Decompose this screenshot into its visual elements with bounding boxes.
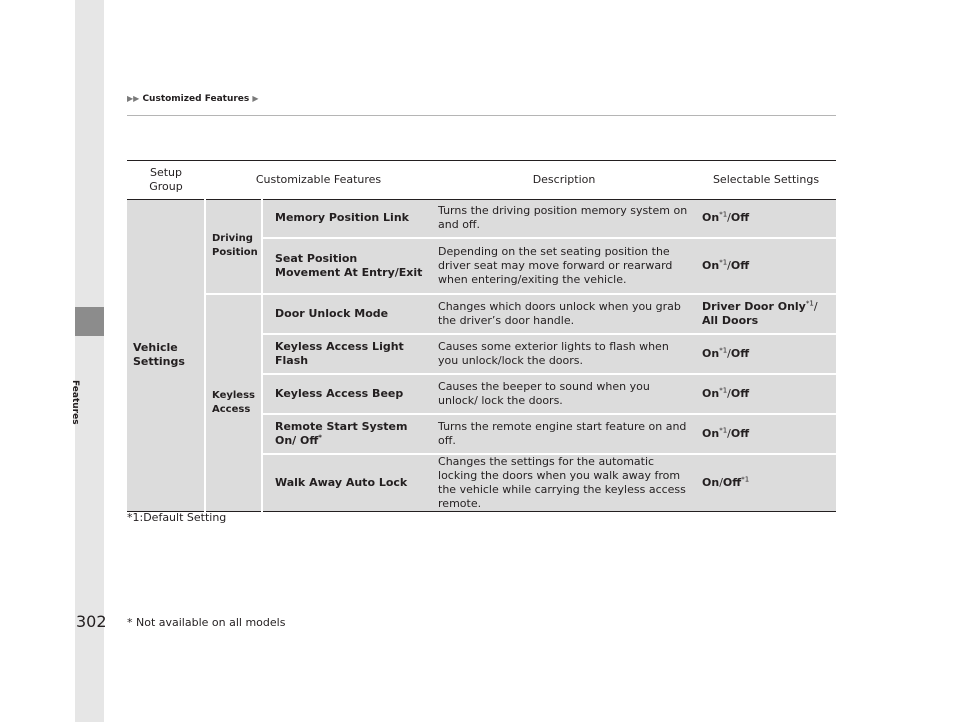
feature-name: Memory Position Link [262, 200, 432, 238]
table-row [127, 200, 836, 238]
feature-name: Keyless Access Beep [262, 374, 432, 414]
subgroup-driving-position: Driving Position [205, 200, 262, 294]
feature-settings: On$^{*1}$/Off [696, 414, 836, 454]
feature-description: Causes some exterior lights to flash when you unlock/lock the doors. [432, 334, 696, 374]
feature-description: Changes the settings for the automatic locking the doors when you walk away from the vehicle while carrying the keyless access remote. [432, 454, 696, 512]
feature-settings: On$^{*1}$/Off [696, 238, 836, 294]
table-row [127, 294, 836, 334]
availability-note: * Not available on all models [127, 616, 286, 629]
col-description: Description [432, 161, 696, 200]
side-tab-marker [75, 307, 104, 336]
feature-settings: On$^{*1}$/Off [696, 334, 836, 374]
col-setup-group: Setup Group [127, 161, 205, 200]
feature-name: Door Unlock Mode [262, 294, 432, 334]
default-setting-note: *1:Default Setting [127, 511, 227, 524]
feature-name: Walk Away Auto Lock [262, 454, 432, 512]
feature-settings: On$^{*1}$/Off [696, 374, 836, 414]
breadcrumb[interactable] [127, 94, 259, 104]
header-rule [127, 115, 836, 116]
feature-settings: On$^{*1}$/Off [696, 200, 836, 238]
feature-settings: Driver Door Only$^{*1}$/ All Doors [696, 294, 836, 334]
feature-settings: On/Off$^{*1}$ [696, 454, 836, 512]
table-header [127, 161, 836, 200]
feature-description: Turns the driving position memory system on and off. [432, 200, 696, 238]
triangle-right-icon: ▶ [252, 94, 259, 103]
feature-name: Keyless Access Light Flash [262, 334, 432, 374]
col-customizable-features: Customizable Features [205, 161, 432, 200]
feature-description: Depending on the set seating position the driver seat may move forward or rearward when entering/exiting the vehicle. [432, 238, 696, 294]
group-vehicle-settings: Vehicle Settings [127, 200, 205, 512]
feature-name: Remote Start System On/ Off* [262, 414, 432, 454]
customized-features-table [127, 160, 836, 512]
feature-description: Turns the remote engine start feature on and off. [432, 414, 696, 454]
side-tab-label: Features [70, 380, 80, 425]
subgroup-keyless-access: Keyless Access [205, 294, 262, 512]
feature-description: Changes which doors unlock when you grab the driver’s door handle. [432, 294, 696, 334]
col-selectable-settings: Selectable Settings [696, 161, 836, 200]
triangle-right-icon: ▶▶ [127, 94, 140, 103]
feature-description: Causes the beeper to sound when you unlock/ lock the doors. [432, 374, 696, 414]
page-number: 302 [76, 612, 107, 631]
feature-name: Seat Position Movement At Entry/Exit [262, 238, 432, 294]
breadcrumb-label: Customized Features [142, 94, 250, 104]
